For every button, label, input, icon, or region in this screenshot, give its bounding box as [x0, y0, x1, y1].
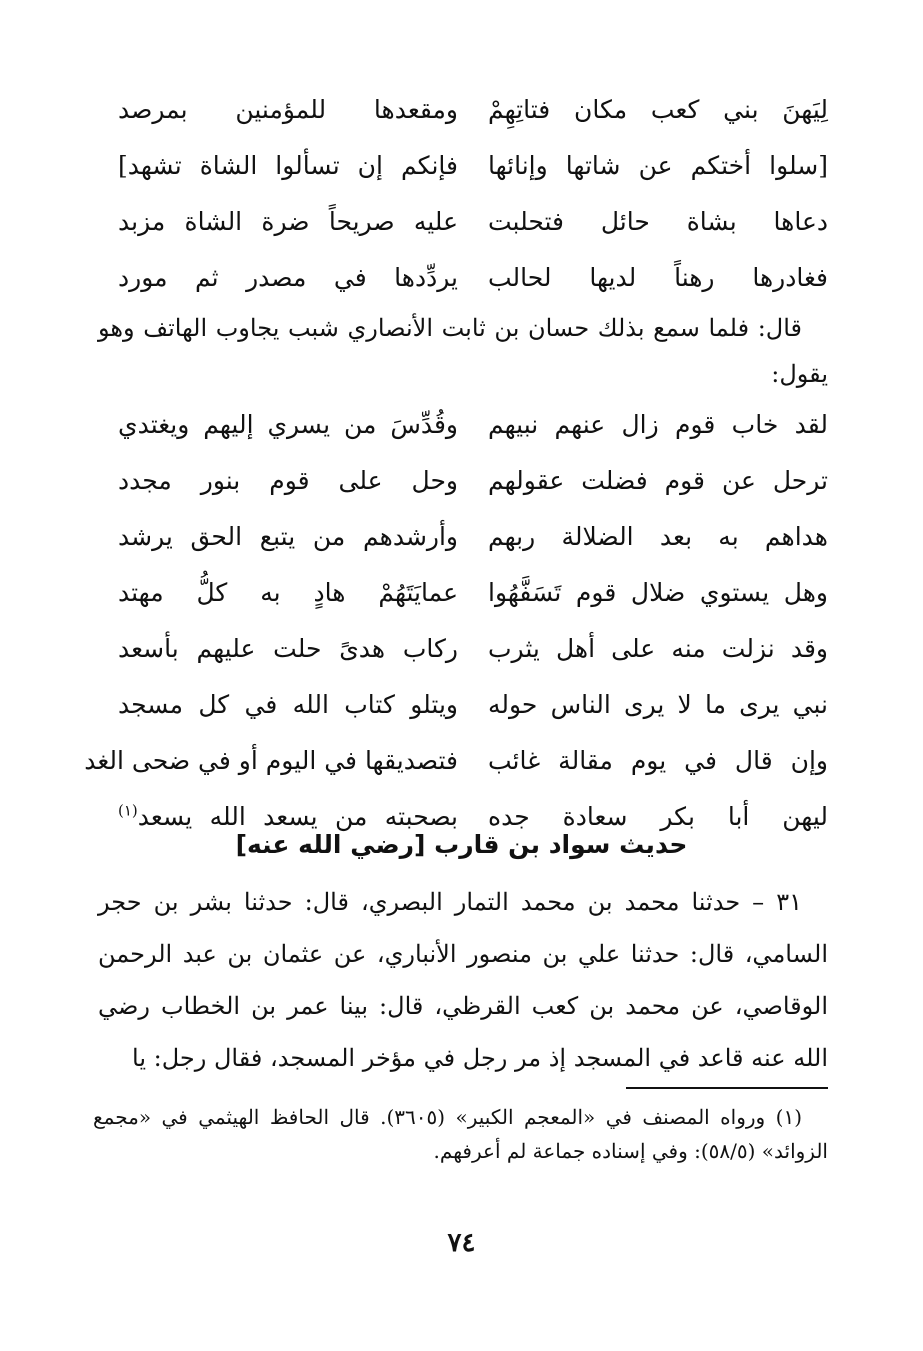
verse-line	[118, 90, 828, 146]
verse-line	[118, 517, 828, 573]
verse-second-hemistich: فإنكم إن تسألوا الشاة تشهد]	[118, 151, 458, 180]
verse-second-hemistich: وحل على قوم بنور مجدد	[118, 466, 458, 495]
verse-second-hemistich: يردِّدها في مصدر ثم مورد	[118, 263, 458, 292]
verse-second-hemistich: ركاب هدىً حلت عليهم بأسعد	[118, 634, 458, 663]
poem-block-2	[84, 405, 828, 853]
verse-line	[118, 461, 828, 517]
verse-second-hemistich: عليه صريحاً ضرة الشاة مزبد	[118, 207, 458, 236]
verse-second-hemistich: وأرشدهم من يتبع الحق يرشد	[118, 522, 458, 551]
verse-line	[84, 741, 828, 797]
verse-first-hemistich: وقد نزلت منه على أهل يثرب	[488, 634, 828, 663]
verse-second-hemistich: فتصديقها في اليوم أو في ضحى الغد	[84, 746, 458, 775]
footnote-text: (١) ورواه المصنف في «المعجم الكبير» (٣٦٠٥). قال الحافظ الهيثمي في «مجمع الزوائد» (٥٨/٥): وفي إسناده جماعة لم أعرفهم.	[93, 1105, 828, 1163]
verse-line	[118, 573, 828, 629]
verse-second-hemistich: عمايَتَهُمْ هادٍ به كلُّ مهتد	[118, 578, 458, 607]
verse-first-hemistich: لقد خاب قوم زال عنهم نبيهم	[488, 410, 828, 439]
verse-line	[118, 146, 828, 202]
verse-second-hemistich: ومقعدها للمؤمنين بمرصد	[118, 95, 458, 124]
verse-line	[118, 405, 828, 461]
verse-line	[118, 202, 828, 258]
verse-first-hemistich: وهل يستوي ضلال قوم تَسَفَّهُوا	[488, 578, 828, 607]
verse-first-hemistich: فغادرها رهناً لديها لحالب	[488, 263, 828, 292]
hadith-paragraph: ٣١ – حدثنا محمد بن محمد التمار البصري، قال: حدثنا بشر بن حجر السامي، قال: حدثنا علي بن منصور الأنباري، عن عثمان بن عبد الرحمن الوقاصي، عن محمد بن كعب القرظي، قال: بينا عمر بن الخطاب رضي الله عنه قاعد في المسجد إذ مر رجل في مؤخر المسجد، فقال رجل: يا	[98, 888, 828, 1072]
verse-first-hemistich: وإن قال في يوم مقالة غائب	[488, 746, 828, 775]
verse-first-hemistich: لِيَهنَ بني كعب مكان فتاتِهِمْ	[488, 95, 828, 124]
verse-second-hemistich: ويتلو كتاب الله في كل مسجد	[118, 690, 458, 719]
footnote-reference[interactable]: (١)	[118, 801, 138, 820]
verse-first-hemistich: نبي يرى ما لا يرى الناس حوله	[488, 690, 828, 719]
verse-first-hemistich: ترحل عن قوم فضلت عقولهم	[488, 466, 828, 495]
verse-text: بصحبته من يسعد الله يسعد	[137, 802, 458, 831]
section-heading: حديث سواد بن قارب [رضي الله عنه]	[235, 830, 688, 859]
verse-first-hemistich: هداهم به بعد الضلالة ربهم	[488, 522, 828, 551]
verse-line	[118, 685, 828, 741]
poem-block-1	[118, 90, 828, 314]
verse-first-hemistich: دعاها بشاة حائل فتحلبت	[488, 207, 828, 236]
verse-first-hemistich: ليهن أبا بكر سعادة جده	[488, 802, 828, 831]
verse-second-hemistich: وقُدِّسَ من يسري إليهم ويغتدي	[118, 410, 458, 439]
footnote-divider	[626, 1087, 828, 1089]
verse-line	[118, 629, 828, 685]
narration-paragraph: قال: فلما سمع بذلك حسان بن ثابت الأنصاري شبب يجاوب الهاتف وهو يقول:	[98, 314, 828, 388]
verse-first-hemistich: [سلوا أختكم عن شاتها وإنائها	[488, 151, 828, 180]
page-number: ٧٤	[447, 1228, 476, 1258]
